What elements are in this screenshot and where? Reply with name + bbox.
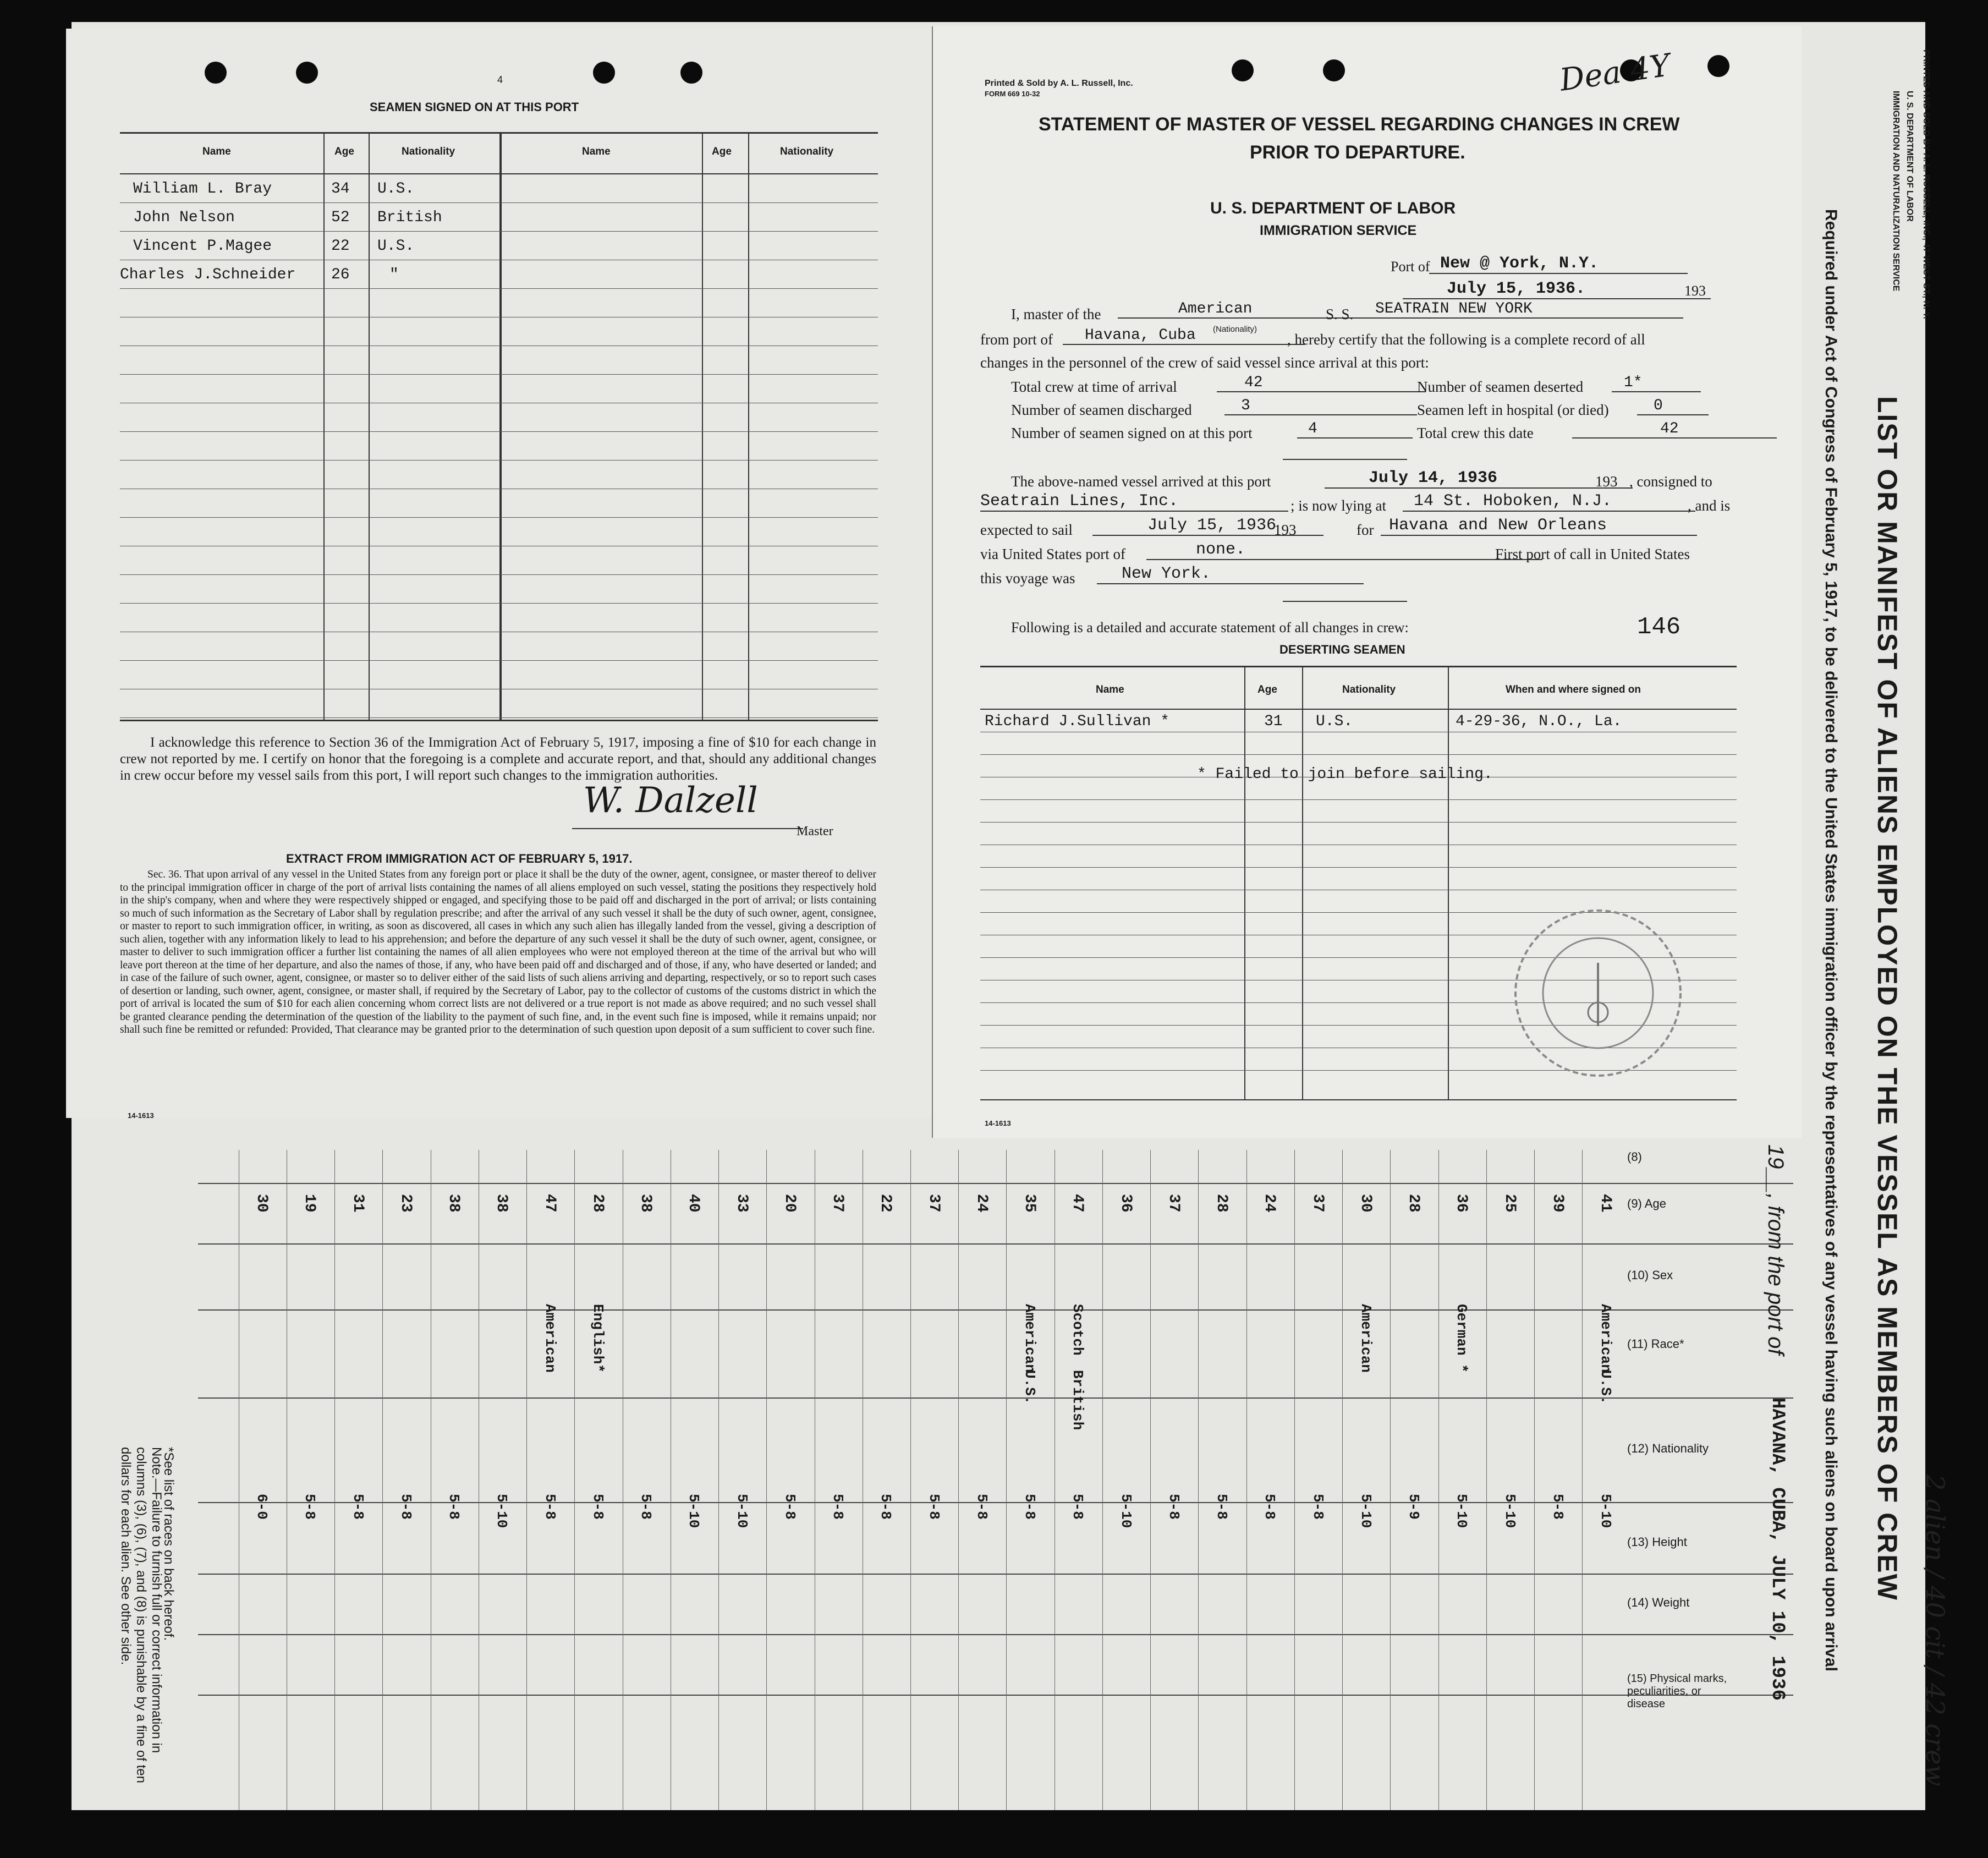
manifest-age: 28 bbox=[1405, 1194, 1423, 1213]
table-row-line bbox=[120, 574, 878, 575]
manifest-col-13: (13) Height bbox=[1627, 1535, 1687, 1549]
manifest-age: 20 bbox=[781, 1194, 798, 1213]
manifest-section-line bbox=[198, 1309, 1793, 1311]
manifest-column-line bbox=[1390, 1150, 1391, 1810]
manifest-col-10: (10) Sex bbox=[1627, 1268, 1673, 1282]
col-header-name: Name bbox=[202, 146, 231, 157]
manifest-height: 5-10 bbox=[1453, 1494, 1470, 1528]
table-row-line bbox=[120, 517, 878, 518]
lying-value: 14 St. Hoboken, N.J. bbox=[1403, 492, 1695, 512]
manifest-column-line bbox=[1246, 1150, 1247, 1810]
acknowledgement-text: I acknowledge this reference to Section 36 of the Immigration Act of February 5, 1917, imposing a fine of $10 for each change in crew not reported by me. I certify on honor that the foregoing is a complete and accurate report, and that, should any additional changes in crew occur before my vessel sails from this port, I will report such changes to the immigration authorities. bbox=[120, 735, 876, 783]
table-row-line bbox=[120, 460, 878, 461]
manifest-age: 30 bbox=[253, 1194, 271, 1213]
statement-title-2: PRIOR TO DEPARTURE. bbox=[1250, 142, 1465, 163]
table-row-line bbox=[980, 822, 1737, 823]
manifest-height: 5-8 bbox=[638, 1494, 655, 1520]
manifest-age: 36 bbox=[1453, 1194, 1470, 1213]
manifest-height: 5-10 bbox=[1501, 1494, 1518, 1528]
manifest-title: LIST OR MANIFEST OF ALIENS EMPLOYED ON THE VESSEL AS MEMBERS OF CREW bbox=[1872, 396, 1903, 1601]
manifest-height: 5-8 bbox=[973, 1494, 990, 1520]
service: IMMIGRATION SERVICE bbox=[1260, 223, 1417, 238]
voyage-label: this voyage was bbox=[980, 570, 1075, 587]
via-value: none. bbox=[1146, 540, 1542, 560]
manifest-age: 47 bbox=[541, 1194, 558, 1213]
signed-row-nationality: U.S. bbox=[377, 180, 415, 198]
certify-text: , hereby certify that the following is a complete record of all bbox=[1287, 331, 1645, 348]
manifest-height: 5-10 bbox=[1357, 1494, 1374, 1528]
manifest-age: 47 bbox=[1069, 1194, 1086, 1213]
ss-value: SEATRAIN NEW YORK bbox=[1364, 300, 1683, 319]
manifest-race: American bbox=[541, 1304, 558, 1373]
manifest-height: 5-8 bbox=[446, 1494, 463, 1520]
manifest-age: 35 bbox=[1021, 1194, 1039, 1213]
manifest-age: 23 bbox=[397, 1194, 414, 1213]
manifest-height: 5-10 bbox=[733, 1494, 750, 1528]
left-page-title: SEAMEN SIGNED ON AT THIS PORT bbox=[370, 100, 579, 114]
date-value: July 15, 1936. bbox=[1403, 279, 1711, 299]
manifest-nationality: British bbox=[1069, 1370, 1086, 1431]
hospital-value: 0 bbox=[1637, 397, 1709, 415]
manifest-column-line bbox=[1534, 1150, 1535, 1810]
year-suffix: 193 bbox=[1274, 522, 1297, 538]
manifest-column-line bbox=[1342, 1150, 1343, 1810]
manifest-column-line bbox=[1006, 1150, 1007, 1810]
manifest-from-port-value: HAVANA, CUBA, JULY 10, 1936 bbox=[1767, 1397, 1788, 1701]
manifest-column-line bbox=[1486, 1150, 1487, 1810]
manifest-col-9: (9) Age bbox=[1627, 1197, 1666, 1210]
manifest-column-line bbox=[334, 1150, 335, 1810]
manifest-age: 25 bbox=[1501, 1194, 1518, 1213]
table-row-line bbox=[980, 867, 1737, 868]
signed-on-label: Number of seamen signed on at this port bbox=[1011, 425, 1253, 441]
manifest-height: 6-0 bbox=[254, 1494, 271, 1520]
page-fold bbox=[932, 26, 933, 1138]
manifest-height: 5-8 bbox=[1069, 1494, 1086, 1520]
manifest-column-line bbox=[718, 1150, 719, 1810]
manifest-race: English* bbox=[589, 1304, 606, 1373]
deserted-value: 1* bbox=[1612, 374, 1701, 392]
signed-row-name: William L. Bray bbox=[133, 180, 272, 198]
total-date-label: Total crew this date bbox=[1417, 425, 1534, 441]
manifest-age: 31 bbox=[349, 1194, 366, 1213]
manifest-age: 22 bbox=[877, 1194, 894, 1213]
port-of-value: New @ York, N.Y. bbox=[1429, 254, 1688, 274]
manifest-column-line bbox=[1102, 1150, 1103, 1810]
manifest-height: 5-9 bbox=[1405, 1494, 1423, 1520]
deserter-age: 31 bbox=[1264, 713, 1283, 730]
manifest-height: 5-8 bbox=[1165, 1494, 1182, 1520]
manifest-col-8: (8) bbox=[1627, 1150, 1642, 1164]
table-row-line bbox=[980, 754, 1737, 755]
manifest-age: 37 bbox=[1165, 1194, 1182, 1213]
manifest-height: 5-8 bbox=[1261, 1494, 1278, 1520]
table-row-line bbox=[120, 431, 878, 432]
changes-text: changes in the personnel of the crew of said vessel since arrival at this port: bbox=[980, 354, 1429, 371]
manifest-nationality: U.S. bbox=[1597, 1370, 1614, 1405]
manifest-height: 5-8 bbox=[397, 1494, 414, 1520]
manifest-section-line bbox=[198, 1183, 1793, 1184]
manifest-height: 5-8 bbox=[301, 1494, 318, 1520]
table-row-line bbox=[120, 288, 878, 289]
extract-text: Sec. 36. That upon arrival of any vessel in the United States from any foreign port or place it shall be the duty of the owner, agent, consignee, or master thereof to deliver to the principal immigration officer in charge of the port of arrival lists containing the names of all aliens employed on such vessel, stating the positions they respectively hold in the ship's company, when and where they were respectively shipped or engaged, and specifying those to be paid off and discharged in the port of arrival; or lists containing so much of such information as the Secretary of Labor shall by regulation prescribe; and after the arrival of any such vessel it shall be the duty of such owner, agent, consignee, or master to report to such immigration officer, in writing, as soon as discovered, all cases in which any such alien has illegally landed from the vessel, giving a description of such alien, together with any information likely to lead to his apprehension; and before the departure of any such vessel it shall be the duty of such owner, agent, consignee, or master to deliver to such immigration officer a further list containing the names of all alien employees who were not employed thereon at the time of the arrival but who will leave port thereon at the time of her departure, and also the names of those, if any, who have been paid off and discharged and of those, if any, who have deserted or landed; and in case of the failure of such owner, agent, consignee, or master so to deliver either of the said lists of such aliens arriving and departing, respectively, or so to report such cases of desertion or landing, such owner, agent, consignee, or master shall, if required by the Secretary of Labor, pay to the collector of customs of the customs district in which the port of arrival is located the sum of $10 for each alien concerning whom correct lists are not delivered or a true report is not made as above required; and no such vessel shall be granted clearance pending the determination of the question of the liability to the payment of such fine, and, in the event such fine is imposed, while it remains unpaid; nor shall such fine be remitted or refunded: Provided, That clearance may be granted prior to the determination of such question upon deposit of a sum sufficient to cover such fine. bbox=[120, 869, 876, 1035]
manifest-race: Scotch bbox=[1069, 1304, 1086, 1356]
col-header-age: Age bbox=[712, 146, 732, 157]
manifest-section-line bbox=[198, 1695, 1793, 1696]
manifest-column-line bbox=[910, 1150, 911, 1810]
ss-label: S. S. bbox=[1326, 306, 1354, 322]
deserter-nationality: U.S. bbox=[1316, 713, 1353, 730]
manifest-nationality: U.S. bbox=[1022, 1370, 1039, 1405]
signed-row-name: John Nelson bbox=[133, 209, 235, 226]
signed-row-age: 22 bbox=[331, 238, 350, 255]
from-port-label: from port of bbox=[980, 331, 1053, 348]
nationality-value: American bbox=[1118, 300, 1371, 319]
discharged-label: Number of seamen discharged bbox=[1011, 402, 1192, 418]
signed-row-nationality: " bbox=[389, 266, 399, 283]
signed-row-age: 26 bbox=[331, 266, 350, 283]
and-is: , and is bbox=[1688, 497, 1731, 514]
manifest-height: 5-10 bbox=[493, 1494, 510, 1528]
punch-hole bbox=[296, 62, 318, 84]
signed-row-age: 52 bbox=[331, 209, 350, 226]
manifest-column-line bbox=[766, 1150, 767, 1810]
manifest-column-line bbox=[958, 1150, 959, 1810]
col-header-nationality: Nationality bbox=[780, 146, 834, 157]
manifest-age: 39 bbox=[1548, 1194, 1566, 1213]
manifest-race: American bbox=[1597, 1304, 1614, 1373]
manifest-age: 37 bbox=[1309, 1194, 1326, 1213]
manifest-age: 19 bbox=[301, 1194, 318, 1213]
manifest-races-note: *See list of races on back hereof. bbox=[161, 1447, 176, 1641]
table-row-line bbox=[120, 660, 878, 661]
manifest-column-line bbox=[574, 1150, 575, 1810]
manifest-age: 40 bbox=[685, 1194, 702, 1213]
signed-row-nationality: U.S. bbox=[377, 238, 415, 255]
manifest-age: 38 bbox=[493, 1194, 510, 1213]
manifest-age: 33 bbox=[733, 1194, 750, 1213]
manifest-grid bbox=[198, 1150, 1793, 1810]
manifest-age: 28 bbox=[589, 1194, 606, 1213]
manifest-age: 37 bbox=[925, 1194, 942, 1213]
manifest-race: German * bbox=[1453, 1304, 1470, 1373]
total-date-value: 42 bbox=[1572, 420, 1777, 439]
arrived-label: The above-named vessel arrived at this port bbox=[1011, 473, 1271, 490]
manifest-age: 30 bbox=[1357, 1194, 1374, 1213]
manifest-note-text: Note.—Failure to furnish full or correct information in columns (3), (6), (7), and (8) is punishable by a fine of ten dollars for each alien. See other side. bbox=[118, 1447, 164, 1783]
total-arrival-label: Total crew at time of arrival bbox=[1011, 379, 1177, 395]
signed-row-age: 34 bbox=[331, 180, 350, 198]
deserting-title: DESERTING SEAMEN bbox=[1279, 643, 1405, 656]
discharged-value: 3 bbox=[1224, 397, 1417, 415]
following-text: Following is a detailed and accurate statement of all changes in crew: bbox=[1011, 620, 1409, 635]
signed-row-name: Vincent P.Magee bbox=[133, 238, 272, 255]
port-of-label: Port of bbox=[1391, 259, 1430, 275]
nationality-caption: (Nationality) bbox=[1213, 325, 1257, 334]
manifest-age: 38 bbox=[637, 1194, 655, 1213]
manifest-height: 5-10 bbox=[1597, 1494, 1614, 1528]
signed-row-name: Charles J.Schneider bbox=[120, 266, 296, 283]
manifest-col-12: (12) Nationality bbox=[1627, 1442, 1709, 1455]
deserter-footnote: * Failed to join before sailing. bbox=[1197, 766, 1493, 783]
for-label: for bbox=[1357, 522, 1374, 538]
immigration-stamp bbox=[1507, 902, 1689, 1084]
year-suffix: 193 bbox=[1595, 473, 1618, 490]
manifest-handwritten-note: 2 alien / 40 cit / 42 crew bbox=[1920, 1475, 1950, 1786]
manifest-column-line bbox=[1150, 1150, 1151, 1810]
manifest-col-15: (15) Physical marks, peculiarities, or disease bbox=[1627, 1673, 1727, 1710]
first-port-label: First port of call in United States bbox=[1495, 546, 1690, 562]
form-code: 14-1613 bbox=[985, 1119, 1011, 1127]
manifest-height: 5-8 bbox=[877, 1494, 894, 1520]
manifest-height: 5-8 bbox=[349, 1494, 366, 1520]
section-divider bbox=[1283, 601, 1407, 602]
punch-hole bbox=[1323, 59, 1345, 81]
master-label: Master bbox=[797, 824, 833, 838]
total-arrival-value: 42 bbox=[1217, 374, 1426, 392]
manifest-height: 5-8 bbox=[830, 1494, 847, 1520]
signed-row-nationality: British bbox=[377, 209, 442, 226]
deserter-name: Richard J.Sullivan * bbox=[985, 713, 1170, 730]
sail-label: expected to sail bbox=[980, 522, 1073, 538]
punch-hole bbox=[1707, 55, 1729, 77]
col-header-age: Age bbox=[334, 146, 354, 157]
manifest-column-line bbox=[1198, 1150, 1199, 1810]
punch-hole bbox=[205, 62, 227, 84]
page-number: 4 bbox=[497, 74, 503, 85]
manifest-col-14: (14) Weight bbox=[1627, 1596, 1690, 1609]
manifest-age: 36 bbox=[1117, 1194, 1134, 1213]
manifest-height: 5-8 bbox=[1309, 1494, 1326, 1520]
deserted-label: Number of seamen deserted bbox=[1417, 379, 1584, 395]
manifest-section-line bbox=[198, 1574, 1793, 1575]
manifest-col-11: (11) Race* bbox=[1627, 1337, 1684, 1351]
col-header-when-where: When and where signed on bbox=[1506, 684, 1641, 695]
signature-line bbox=[572, 828, 803, 829]
manifest-height: 5-8 bbox=[1213, 1494, 1231, 1520]
lying-label: ; is now lying at bbox=[1290, 497, 1386, 514]
col-header-name: Name bbox=[582, 146, 611, 157]
manifest-age: 37 bbox=[829, 1194, 847, 1213]
for-value: Havana and New Orleans bbox=[1381, 516, 1697, 536]
manifest-height: 5-8 bbox=[541, 1494, 558, 1520]
hospital-label: Seamen left in hospital (or died) bbox=[1417, 402, 1609, 418]
manifest-service-text: IMMIGRATION AND NATURALIZATION SERVICE bbox=[1891, 91, 1901, 292]
via-label: via United States port of bbox=[980, 546, 1125, 562]
table-row-line bbox=[120, 603, 878, 604]
punch-hole bbox=[680, 62, 702, 84]
master-signature: W. Dalzell bbox=[583, 780, 758, 821]
manifest-required-text: Required under Act of Congress of February 5, 1917, to be delivered to the United States immigration officer by the representatives of any vessel having such aliens on board upon arrival bbox=[1822, 209, 1840, 1671]
manifest-age: 28 bbox=[1213, 1194, 1231, 1213]
manifest-dept-text: U. S. DEPARTMENT OF LABOR bbox=[1905, 91, 1914, 222]
statement-title: STATEMENT OF MASTER OF VESSEL REGARDING CHANGES IN CREW bbox=[1039, 114, 1680, 135]
form-number: FORM 669 10-32 bbox=[985, 90, 1040, 98]
manifest-height: 5-8 bbox=[925, 1494, 942, 1520]
master-of-label: I, master of the bbox=[1011, 306, 1101, 322]
sail-value: July 15, 1936 bbox=[1092, 516, 1323, 536]
signed-on-value: 4 bbox=[1297, 420, 1413, 439]
extract-title: EXTRACT FROM IMMIGRATION ACT OF FEBRUARY 5, 1917. bbox=[286, 852, 633, 865]
form-code: 14-1613 bbox=[128, 1111, 154, 1120]
manifest-section-line bbox=[198, 1634, 1793, 1635]
manifest-column-line bbox=[1294, 1150, 1295, 1810]
col-header-nationality: Nationality bbox=[402, 146, 455, 157]
manifest-section-line bbox=[198, 1243, 1793, 1245]
col-header-name: Name bbox=[1096, 684, 1124, 695]
consigned-label: , consigned to bbox=[1629, 473, 1712, 490]
from-port-value: Havana, Cuba bbox=[1063, 327, 1305, 345]
printer-text: Printed & Sold by A. L. Russell, Inc. bbox=[985, 79, 1133, 88]
manifest-printer-text: PRINTED AND SOLD BY A. L. RUSSELL, INC., 47 WEST ST., N. Y. bbox=[1921, 50, 1931, 319]
year-suffix: 193 bbox=[1684, 283, 1706, 299]
manifest-column-line bbox=[1438, 1150, 1439, 1810]
manifest-height: 5-8 bbox=[589, 1494, 606, 1520]
handwritten-mark: Dea 4Y bbox=[1557, 47, 1673, 98]
voyage-value: New York. bbox=[1097, 564, 1364, 584]
col-header-nationality: Nationality bbox=[1342, 684, 1396, 695]
table-row-line bbox=[120, 231, 878, 232]
manifest-age: 24 bbox=[973, 1194, 990, 1213]
manifest-column-line bbox=[382, 1150, 383, 1810]
manifest-section-line bbox=[198, 1397, 1793, 1399]
manifest-age: 38 bbox=[445, 1194, 463, 1213]
punch-hole bbox=[1232, 59, 1254, 81]
manifest-age: 41 bbox=[1597, 1194, 1614, 1213]
manifest-race: American bbox=[1357, 1304, 1374, 1373]
table-row-line bbox=[120, 374, 878, 375]
table-row-line bbox=[120, 717, 878, 718]
col-header-age: Age bbox=[1257, 684, 1277, 695]
table-row-line bbox=[120, 202, 878, 203]
manifest-height: 5-8 bbox=[1549, 1494, 1566, 1520]
manifest-height: 5-8 bbox=[1022, 1494, 1039, 1520]
department: U. S. DEPARTMENT OF LABOR bbox=[1210, 199, 1456, 217]
manifest-height: 5-10 bbox=[1117, 1494, 1134, 1528]
punch-hole bbox=[593, 62, 615, 84]
manifest-height: 5-8 bbox=[781, 1494, 798, 1520]
arrived-value: July 14, 1936 bbox=[1325, 469, 1633, 489]
stamp-number: 146 bbox=[1637, 613, 1681, 641]
deserter-when-where: 4-29-36, N.O., La. bbox=[1456, 713, 1622, 730]
manifest-height: 5-10 bbox=[685, 1494, 702, 1528]
manifest-race: American bbox=[1022, 1304, 1039, 1373]
table-row-line bbox=[980, 799, 1737, 800]
manifest-from-port-text: 19__, from the port of bbox=[1764, 1144, 1788, 1355]
section-divider bbox=[1283, 459, 1407, 460]
manifest-age: 24 bbox=[1261, 1194, 1278, 1213]
manifest-column-line bbox=[526, 1150, 527, 1810]
manifest-column-line bbox=[1582, 1150, 1583, 1810]
consignee-value: Seatrain Lines, Inc. bbox=[980, 492, 1288, 512]
